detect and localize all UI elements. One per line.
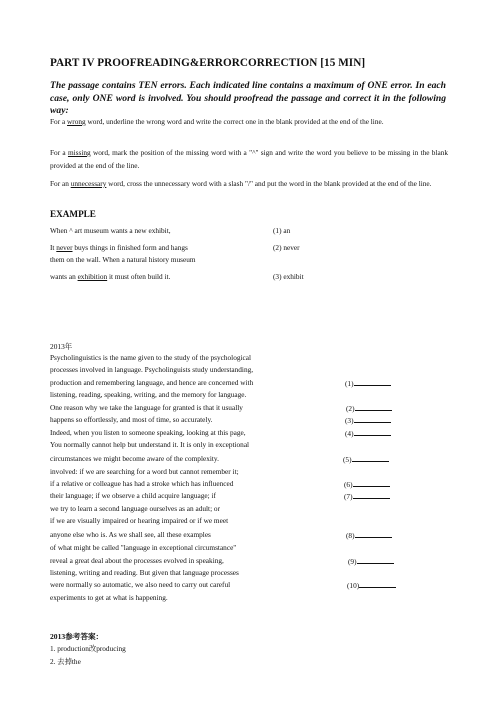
- answer-key-heading: 2013参考答案：: [50, 632, 104, 641]
- instruction-wrong-word: For a wrong word, underline the wrong word and write the correct one in the blank provided at the end of the line.: [50, 117, 384, 126]
- passage-line: we try to learn a second language ourselves as an adult; or: [50, 504, 220, 513]
- passage-line: production and remembering language, and hence are concerned with: [50, 378, 254, 387]
- example-line: them on the wall. When a natural history museum: [50, 255, 196, 264]
- answer-key-item: 1. production改producing: [50, 644, 126, 653]
- example-answer: (3) exhibit: [273, 272, 304, 281]
- instruction-missing-word: For a missing word, mark the position of the missing word with a "^" sign and write the word you believe to be missing in the blank provided at the end of the line.: [50, 148, 448, 170]
- answer-blank[interactable]: (4): [345, 428, 391, 438]
- year-label: 2013年: [50, 342, 73, 351]
- passage-line: if we are visually impaired or hearing impaired or if we meet: [50, 516, 229, 525]
- passage-line: their language; if we observe a child acquire language; if: [50, 491, 216, 500]
- answer-blank[interactable]: (5): [343, 454, 389, 464]
- passage-line: if a relative or colleague has had a stroke which has influenced: [50, 479, 234, 488]
- answer-blank[interactable]: (7): [344, 491, 390, 501]
- passage-line: of what might be called "language in exceptional circumstance": [50, 543, 237, 552]
- example-line: wants an exhibition it must often build it.: [50, 272, 171, 281]
- answer-key-item: 2. 去掉the: [50, 657, 81, 666]
- answer-blank[interactable]: (8): [346, 530, 392, 540]
- answer-blank[interactable]: (1): [345, 378, 391, 388]
- instructions: The passage contains TEN errors. Each indicated line contains a maximum of ONE error. In each case, only ONE word is involved. You should proofread the passage and correct it in the following way:: [50, 80, 446, 116]
- passage-line: were normally so automatic, we also need to carry out careful: [50, 580, 231, 589]
- passage-line: listening, writing and reading. But given that language processes: [50, 568, 239, 577]
- example-answer: (2) never: [273, 243, 300, 252]
- example-line: It never buys things in finished form and hangs: [50, 243, 188, 252]
- passage-line: experiments to get at what is happening.: [50, 593, 168, 602]
- passage-line: circumstances we might become aware of the complexity.: [50, 454, 219, 463]
- answer-blank[interactable]: (9): [348, 556, 394, 566]
- answer-blank[interactable]: (6): [344, 479, 390, 489]
- passage-line: processes involved in language. Psycholinguists study understanding,: [50, 365, 254, 374]
- passage-line: Indeed, when you listen to someone speaking, looking at this page,: [50, 428, 246, 437]
- answer-blank[interactable]: (2): [346, 403, 392, 413]
- passage-line: reveal a great deal about the processes evolved in speaking,: [50, 556, 224, 565]
- example-answer: (1) an: [273, 226, 291, 235]
- passage-line: involved: if we are searching for a word but cannot remember it;: [50, 467, 239, 476]
- example-heading: EXAMPLE: [50, 209, 96, 219]
- section-title: PART IV PROOFREADING&ERRORCORRECTION [15 MIN]: [50, 57, 366, 69]
- passage-line: Psycholinguistics is the name given to the study of the psychological: [50, 353, 252, 362]
- passage-line: listening, reading, speaking, writing, and the memory for language.: [50, 390, 247, 399]
- passage-line: One reason why we take the language for granted is that it usually: [50, 403, 243, 412]
- answer-blank[interactable]: (3): [345, 415, 391, 425]
- instruction-unnecessary-word: For an unnecessary word, cross the unnecessary word with a slash "/" and put the word in the blank provided at the end of the line.: [50, 179, 432, 188]
- passage-line: You normally cannot help but understand it. It is only in exceptional: [50, 440, 250, 449]
- answer-blank[interactable]: (10): [347, 580, 396, 590]
- passage-line: anyone else who is. As we shall see, all these examples: [50, 530, 211, 539]
- example-line: When ^ art museum wants a new exhibit,: [50, 226, 171, 235]
- passage-line: happens so effortlessly, and most of time, so accurately.: [50, 415, 213, 424]
